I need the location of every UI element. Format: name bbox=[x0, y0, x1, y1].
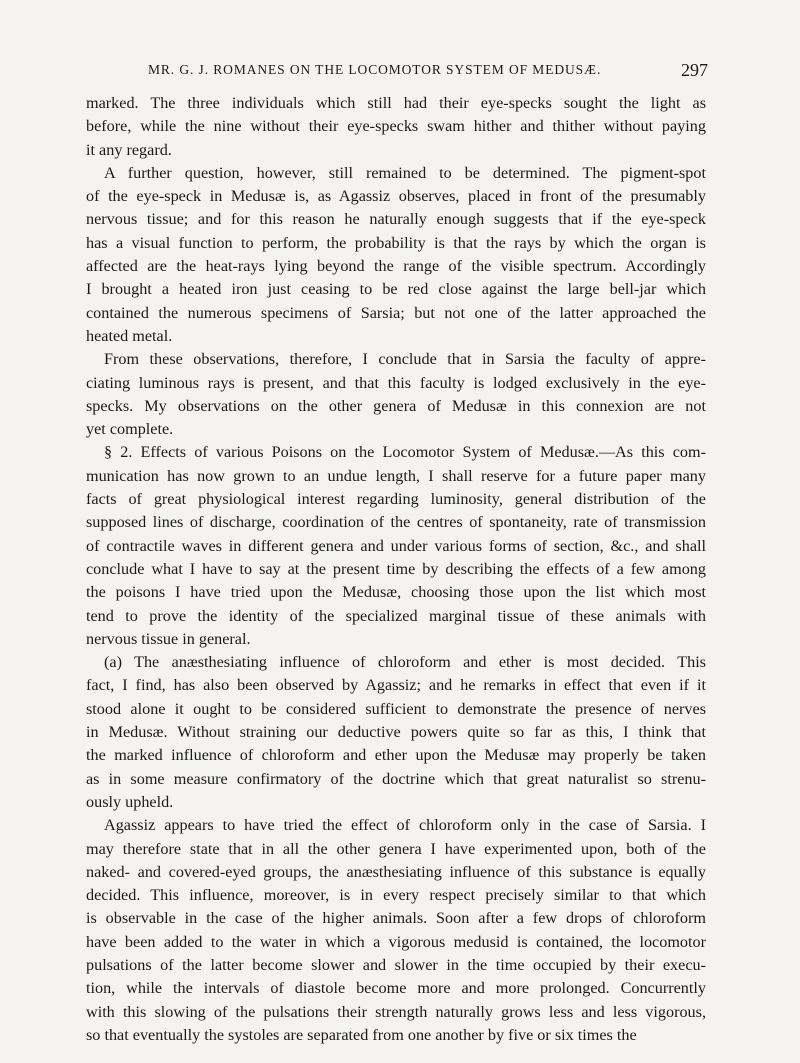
text-line: ciating luminous rays is present, and that this faculty is lodged exclusively in the eye- bbox=[86, 373, 706, 392]
text-line: marked. The three individuals which still had their eye-specks sought the light as bbox=[86, 94, 706, 112]
paragraph bbox=[86, 814, 706, 1047]
body-text bbox=[86, 92, 706, 1047]
text-line: the poisons I have tried upon the Medusæ, choosing those upon the list which most bbox=[86, 583, 706, 602]
text-line: of the eye-speck in Medusæ is, as Agassiz observes, placed in front of the presumably bbox=[86, 187, 706, 206]
running-title: MR. G. J. ROMANES ON THE LOCOMOTOR SYSTEM OF MEDUSÆ. bbox=[148, 62, 602, 77]
paragraph bbox=[86, 348, 706, 441]
text-line: § 2. Effects of various Poisons on the Locomotor System of Medusæ.—As this com- bbox=[104, 443, 706, 462]
running-head bbox=[80, 60, 708, 82]
text-line: have been added to the water in which a vigorous medusid is contained, the locomotor bbox=[86, 932, 706, 951]
paragraph bbox=[86, 92, 706, 162]
text-line: as in some measure confirmatory of the doctrine which that great naturalist so strenu- bbox=[86, 769, 706, 788]
text-line: fact, I find, has also been observed by Agassiz; and he remarks in effect that even if it bbox=[86, 676, 706, 695]
text-line: contained the numerous specimens of Sarsia; but not one of the latter approached the bbox=[86, 303, 706, 322]
paragraph bbox=[86, 441, 706, 651]
text-line: may therefore state that in all the other genera I have experimented upon, both of the bbox=[86, 839, 706, 858]
text-line: decided. This influence, moreover, is in every respect precisely similar to that which bbox=[86, 886, 706, 905]
text-line: of contractile waves in different genera and under various forms of section, &c., and shall bbox=[86, 536, 706, 555]
text-line: facts of great physiological interest regarding luminosity, general distribution of the bbox=[86, 490, 706, 509]
paragraph bbox=[86, 651, 706, 814]
text-line: so that eventually the systoles are separated from one another by five or six times the bbox=[86, 1025, 637, 1044]
text-line: A further question, however, still remained to be determined. The pigment-spot bbox=[104, 163, 706, 182]
text-line: tion, while the intervals of diastole become more and more prolonged. Concurrently bbox=[86, 979, 706, 998]
text-line: pulsations of the latter become slower and slower in the time occupied by their execu- bbox=[86, 955, 706, 974]
text-line: tend to prove the identity of the specialized marginal tissue of these animals with bbox=[86, 606, 706, 625]
text-line: before, while the nine without their eye-specks swam hither and thither without paying bbox=[86, 117, 706, 136]
text-line: is observable in the case of the higher animals. Soon after a few drops of chloroform bbox=[86, 909, 706, 928]
text-line: nervous tissue; and for this reason he naturally enough suggests that if the eye-speck bbox=[86, 210, 706, 229]
text-line: From these observations, therefore, I conclude that in Sarsia the faculty of appre- bbox=[104, 350, 706, 369]
text-line: Agassiz appears to have tried the effect of chloroform only in the case of Sarsia. I bbox=[104, 816, 706, 835]
text-line: supposed lines of discharge, coordination of the centres of spontaneity, rate of transmission bbox=[86, 513, 706, 532]
text-line: (a) The anæsthesiating influence of chloroform and ether is most decided. This bbox=[104, 653, 706, 672]
text-line: has a visual function to perform, the probability is that the rays by which the organ is bbox=[86, 233, 706, 252]
text-line: ously upheld. bbox=[86, 792, 174, 811]
text-line: conclude what I have to say at the present time by describing the effects of a few among bbox=[86, 559, 706, 578]
page-number: 297 bbox=[681, 60, 708, 80]
text-line: nervous tissue in general. bbox=[86, 629, 251, 648]
text-line: in Medusæ. Without straining our deductive powers quite so far as this, I think that bbox=[86, 723, 706, 742]
text-line: stood alone it ought to be considered sufficient to demonstrate the presence of nerves bbox=[86, 699, 706, 718]
text-line: specks. My observations on the other genera of Medusæ in this connexion are not bbox=[86, 396, 706, 415]
text-line: it any regard. bbox=[86, 140, 172, 159]
text-line: affected are the heat-rays lying beyond the range of the visible spectrum. Accordingly bbox=[86, 257, 706, 276]
text-line: with this slowing of the pulsations their strength naturally grows less and less vigorous, bbox=[86, 1002, 706, 1021]
paragraph bbox=[86, 162, 706, 348]
text-line: yet complete. bbox=[86, 420, 174, 439]
text-line: the marked influence of chloroform and ether upon the Medusæ may properly be taken bbox=[86, 746, 706, 765]
text-line: heated metal. bbox=[86, 326, 173, 345]
text-line: munication has now grown to an undue length, I shall reserve for a future paper many bbox=[86, 466, 706, 485]
text-line: I brought a heated iron just ceasing to be red close against the large bell-jar which bbox=[86, 280, 706, 299]
text-line: naked- and covered-eyed groups, the anæsthesiating influence of this substance is equally bbox=[86, 862, 706, 881]
